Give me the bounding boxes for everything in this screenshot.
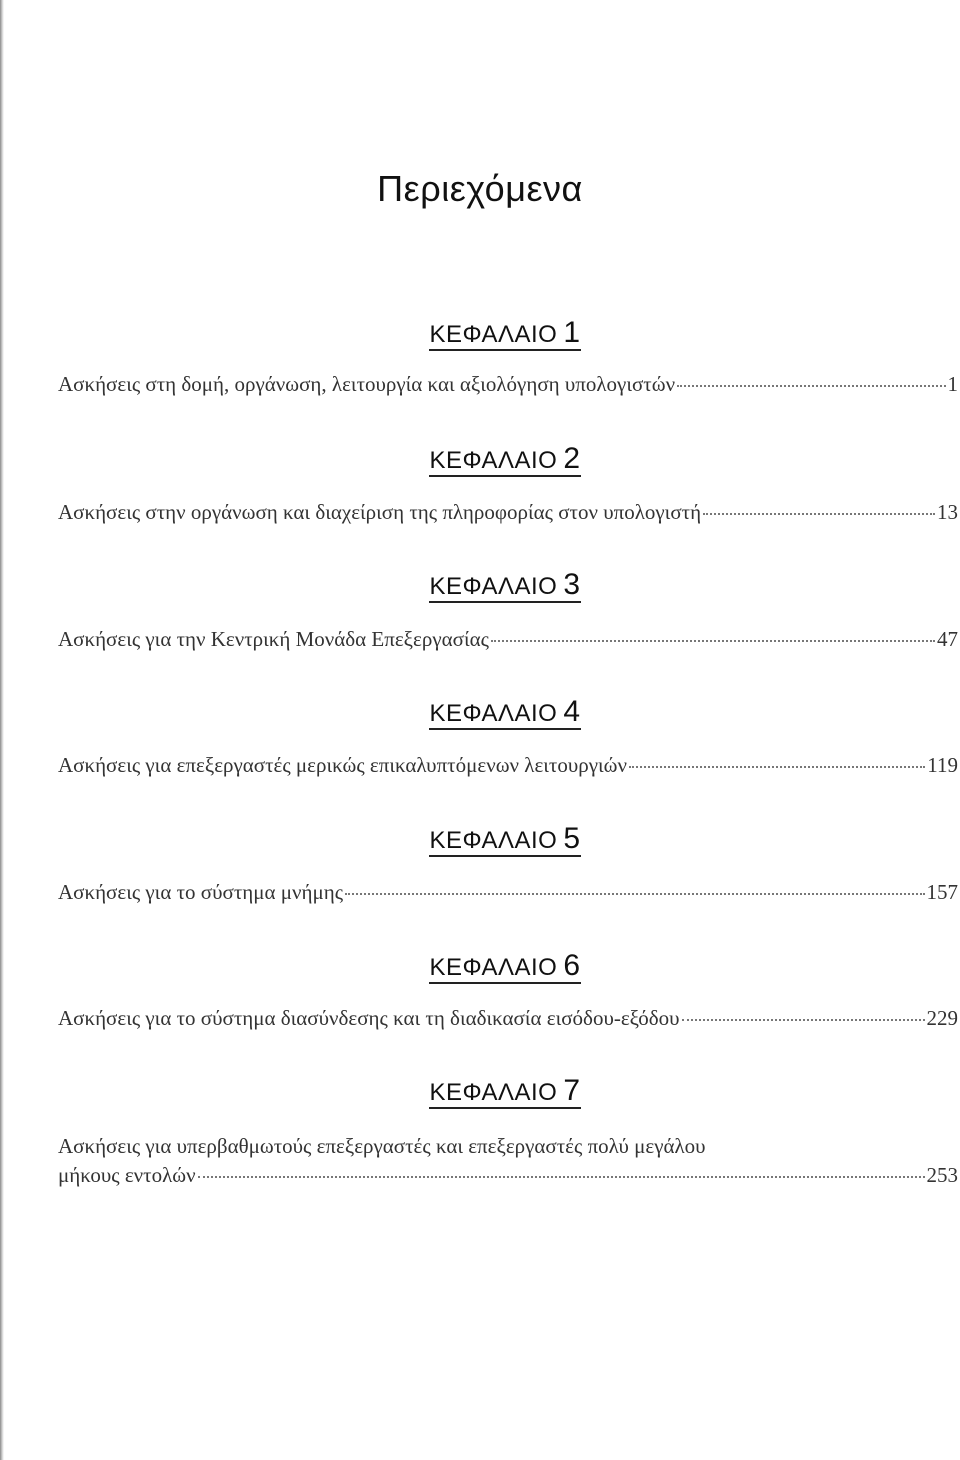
- chapter-heading-5: [0, 822, 960, 856]
- dot-leader: [198, 1175, 925, 1178]
- chapter-heading-2: [0, 442, 960, 476]
- chapter-number: 4: [563, 695, 581, 728]
- toc-entry-title: Ασκήσεις στην οργάνωση και διαχείριση της πληροφορίας στον υπολογιστή: [58, 500, 702, 524]
- dot-leader: [682, 1018, 925, 1021]
- toc-entry-1[interactable]: [58, 372, 958, 397]
- chapter-number: 6: [563, 949, 581, 982]
- toc-page-number: 253: [926, 1163, 958, 1187]
- dot-leader: [345, 892, 924, 895]
- toc-entry-title: μήκους εντολών: [58, 1163, 196, 1187]
- toc-page-number: 13: [937, 500, 958, 524]
- dot-leader: [491, 639, 935, 642]
- chapter-heading-6: [0, 949, 960, 983]
- toc-entry-4[interactable]: [58, 753, 958, 778]
- toc-entry-5[interactable]: [58, 880, 958, 905]
- toc-entry-7-line1[interactable]: Ασκήσεις για υπερβαθμωτούς επεξεργαστές και επεξεργαστές πολύ μεγάλου: [58, 1134, 706, 1158]
- chapter-number: 7: [563, 1074, 581, 1107]
- toc-entry-title: Ασκήσεις για το σύστημα διασύνδεσης και τη διαδικασία εισόδου-εξόδου: [58, 1006, 680, 1030]
- scan-edge: [0, 0, 4, 1460]
- toc-entry-title: Ασκήσεις για επεξεργαστές μερικώς επικαλυπτόμενων λειτουργιών: [58, 753, 627, 777]
- toc-entry-title: Ασκήσεις για την Κεντρική Μονάδα Επεξεργασίας: [58, 627, 489, 651]
- toc-page-number: 1: [947, 372, 958, 396]
- toc-entry-title: Ασκήσεις για το σύστημα μνήμης: [58, 880, 344, 904]
- toc-page-number: 47: [937, 627, 958, 651]
- chapter-number: 1: [563, 316, 581, 349]
- chapter-word: ΚΕΦΑΛΑΙΟ: [429, 573, 558, 600]
- chapter-number: 3: [563, 568, 581, 601]
- chapter-heading-7: [0, 1074, 960, 1108]
- chapter-number: 2: [563, 442, 581, 475]
- dot-leader: [703, 512, 935, 515]
- toc-entry-7[interactable]: [58, 1163, 958, 1188]
- toc-entry-2[interactable]: [58, 500, 958, 525]
- toc-entry-3[interactable]: [58, 627, 958, 652]
- chapter-word: ΚΕΦΑΛΑΙΟ: [429, 827, 558, 854]
- chapter-word: ΚΕΦΑΛΑΙΟ: [429, 321, 558, 348]
- toc-page-number: 157: [926, 880, 958, 904]
- dot-leader: [629, 765, 925, 768]
- dot-leader: [677, 384, 945, 387]
- chapter-word: ΚΕΦΑΛΑΙΟ: [429, 1079, 558, 1106]
- toc-entry-6[interactable]: [58, 1006, 958, 1031]
- chapter-heading-1: [0, 316, 960, 350]
- page-title: Περιεχόμενα: [377, 168, 583, 209]
- chapter-word: ΚΕΦΑΛΑΙΟ: [429, 447, 558, 474]
- toc-page-number: 119: [927, 753, 958, 777]
- chapter-heading-4: [0, 695, 960, 729]
- chapter-heading-3: [0, 568, 960, 602]
- chapter-word: ΚΕΦΑΛΑΙΟ: [429, 700, 558, 727]
- chapter-word: ΚΕΦΑΛΑΙΟ: [429, 954, 558, 981]
- toc-page-number: 229: [926, 1006, 958, 1030]
- chapter-number: 5: [563, 822, 581, 855]
- toc-entry-title: Ασκήσεις στη δομή, οργάνωση, λειτουργία και αξιολόγηση υπολογιστών: [58, 372, 676, 396]
